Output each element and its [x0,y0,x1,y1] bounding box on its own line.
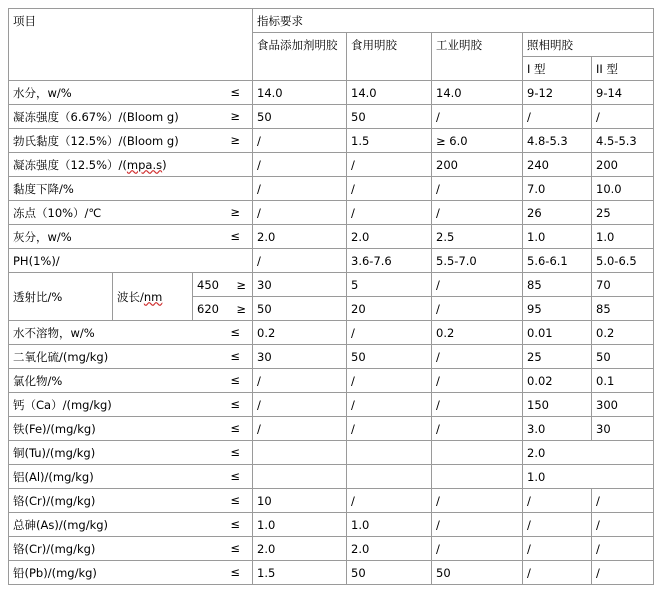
row-symbol: ≤ [230,348,240,363]
value-cell: 95 [523,297,592,321]
value-cell: / [523,561,592,585]
value-cell: 200 [432,153,523,177]
value-cell: 14.0 [253,81,347,105]
wavelength-value [193,273,253,297]
value-cell: 50 [347,105,432,129]
value-cell: / [432,489,523,513]
row-label-wrap [13,565,252,581]
table-row [9,105,654,129]
value-cell: 30 [253,345,347,369]
value-cell: / [347,153,432,177]
value-cell: 14.0 [347,81,432,105]
value-cell: 0.2 [253,321,347,345]
table-row [9,129,654,153]
value-cell: / [592,513,654,537]
value-cell: / [432,417,523,441]
value-cell: / [253,201,347,225]
value-cell [432,441,523,465]
row-label [9,225,253,249]
row-label-text: PH(1%)/ [13,253,60,268]
row-label [9,81,253,105]
row-label-wrap [13,517,252,533]
value-cell [347,441,432,465]
row-label-wrap [13,349,252,365]
value-cell: / [523,105,592,129]
row-symbol: ≤ [230,540,240,555]
row-label-text: 铜(Tu)/(mg/kg) [13,445,96,460]
value-cell: / [347,489,432,513]
value-cell: / [253,417,347,441]
header-group-cell: 指标要求 [253,9,654,33]
row-symbol: ≤ [230,228,240,243]
value-cell: 4.5-5.3 [592,129,654,153]
row-label-wrap [13,181,252,197]
row-label-text: 铅(Pb)/(mg/kg) [13,565,97,580]
row-label-wrap [13,229,252,245]
row-label-wrap [13,205,252,221]
value-cell: 9-14 [592,81,654,105]
table-row [9,417,654,441]
header-item-cell: 项目 [9,9,253,81]
value-cell: 2.5 [432,225,523,249]
value-cell: 1.0 [253,513,347,537]
value-cell: 9-12 [523,81,592,105]
wavelength-nm: 450 [197,277,219,292]
header-type-2: II 型 [592,57,654,81]
value-cell: 0.2 [432,321,523,345]
row-label [9,345,253,369]
value-cell: / [432,177,523,201]
value-cell: 30 [253,273,347,297]
table-row [9,321,654,345]
row-label [9,129,253,153]
row-symbol: ≤ [230,468,240,483]
value-cell: / [432,201,523,225]
value-cell [432,465,523,489]
row-symbol: ≤ [230,372,240,387]
row-label [9,153,253,177]
row-label-wrap [13,421,252,437]
value-cell: 50 [347,561,432,585]
wavelength-label [113,273,193,321]
row-label [9,249,253,273]
value-cell: 20 [347,297,432,321]
row-label-wrap [13,397,252,413]
row-symbol: ≥ [230,132,240,147]
value-cell: 0.02 [523,369,592,393]
row-label-wrap [13,541,252,557]
value-cell: / [253,177,347,201]
value-cell: 50 [347,345,432,369]
row-symbol: ≤ [230,396,240,411]
value-cell: 0.1 [592,369,654,393]
value-cell: 26 [523,201,592,225]
value-cell: / [432,513,523,537]
value-cell: 240 [523,153,592,177]
table-row [9,177,654,201]
row-label [9,513,253,537]
header-row-1 [9,9,654,33]
value-cell: / [592,537,654,561]
value-cell: 2.0 [347,537,432,561]
value-cell [253,465,347,489]
value-cell: / [432,393,523,417]
value-cell: / [523,489,592,513]
row-label-wrap [13,469,252,485]
table-row [9,513,654,537]
row-label [9,105,253,129]
row-label [9,561,253,585]
row-label-text [13,157,167,173]
value-cell: / [253,249,347,273]
value-cell: 2.0 [253,225,347,249]
row-label-text: 灰分，w/% [13,229,72,244]
wavelength-value [193,297,253,321]
value-cell: 50 [253,297,347,321]
value-cell: / [253,369,347,393]
wavelength-wrap [197,302,252,316]
row-label [9,393,253,417]
value-cell: 10 [253,489,347,513]
table-row [9,441,654,465]
value-cell [347,465,432,489]
value-cell: / [253,129,347,153]
value-cell: 85 [592,297,654,321]
value-cell: / [432,345,523,369]
value-cell: 3.6-7.6 [347,249,432,273]
row-symbol: ≥ [230,204,240,219]
value-cell: 4.8-5.3 [523,129,592,153]
value-cell: 3.0 [523,417,592,441]
row-label [9,489,253,513]
row-label-text: 黏度下降/% [13,181,74,196]
table-row [9,201,654,225]
value-cell: 0.2 [592,321,654,345]
value-cell: 5.5-7.0 [432,249,523,273]
table-row [9,537,654,561]
wavelength-wrap [197,278,252,292]
value-cell: / [347,369,432,393]
table-row [9,225,654,249]
value-cell: 25 [523,345,592,369]
value-cell: 200 [592,153,654,177]
row-symbol: ≤ [230,84,240,99]
row-label-text: 钙（Ca）/(mg/kg) [13,397,112,412]
row-label-unit: mpa.s [126,157,163,172]
header-food-additive: 食品添加剂明胶 [253,33,347,81]
value-cell: 2.0 [253,537,347,561]
row-label-wrap [13,325,252,341]
row-label-post: ) [162,157,167,172]
row-label-text: 铝(Al)/(mg/kg) [13,469,94,484]
value-cell: / [432,273,523,297]
row-label-text: 水分，w/% [13,85,72,100]
row-label-wrap [13,254,252,268]
value-cell: 5.0-6.5 [592,249,654,273]
value-cell: 1.0 [523,465,654,489]
row-label-text: 勃氏黏度（12.5%）/(Bloom g) [13,133,179,148]
table-row [9,369,654,393]
row-label-wrap [13,109,252,125]
value-cell: 150 [523,393,592,417]
row-label [9,177,253,201]
value-cell: / [432,369,523,393]
row-label-text: 水不溶物，w/% [13,325,95,340]
value-cell: 14.0 [432,81,523,105]
value-cell: / [592,105,654,129]
row-label-text: 总砷(As)/(mg/kg) [13,517,109,532]
row-symbol: ≤ [230,324,240,339]
value-cell: / [592,561,654,585]
value-cell: 7.0 [523,177,592,201]
table-row [9,489,654,513]
row-label-text: 铬(Cr)/(mg/kg) [13,541,96,556]
value-cell: 50 [432,561,523,585]
row-label [9,537,253,561]
table-row [9,345,654,369]
header-industrial: 工业明胶 [432,33,523,81]
value-cell: / [432,105,523,129]
value-cell: / [347,201,432,225]
row-label-text: 二氧化硫/(mg/kg) [13,349,109,364]
value-cell: 2.0 [523,441,654,465]
value-cell: / [347,393,432,417]
value-cell: / [523,513,592,537]
row-label-text: 凝冻强度（6.67%）/(Bloom g) [13,109,179,124]
table-row [9,273,654,297]
gelatin-spec-table [8,8,654,585]
row-label [9,465,253,489]
value-cell: 5 [347,273,432,297]
value-cell: 1.0 [592,225,654,249]
table-row [9,153,654,177]
value-cell: 1.0 [347,513,432,537]
table-row [9,561,654,585]
row-label-text: 铬(Cr)/(mg/kg) [13,493,96,508]
row-symbol: ≥ [236,301,246,316]
row-label-wrap [13,445,252,461]
value-cell: 25 [592,201,654,225]
value-cell: 1.0 [523,225,592,249]
row-label [9,417,253,441]
value-cell: 70 [592,273,654,297]
row-symbol: ≥ [236,277,246,292]
row-symbol: ≤ [230,516,240,531]
row-label-wrap [13,133,252,149]
row-label-text: 铁(Fe)/(mg/kg) [13,421,96,436]
value-cell: / [347,321,432,345]
wavelength-unit: nm [143,289,163,304]
value-cell: 0.01 [523,321,592,345]
transmittance-label: 透射比/% [9,273,113,321]
row-label [9,441,253,465]
value-cell: 30 [592,417,654,441]
row-label-wrap [13,85,252,101]
value-cell: / [347,177,432,201]
value-cell: 2.0 [347,225,432,249]
table-row [9,393,654,417]
value-cell: 50 [592,345,654,369]
row-label [9,321,253,345]
table-row [9,81,654,105]
value-cell: / [432,537,523,561]
value-cell: / [523,537,592,561]
header-type-1: I 型 [523,57,592,81]
value-cell: / [432,297,523,321]
table-row [9,465,654,489]
wavelength-nm: 620 [197,301,219,316]
value-cell: 50 [253,105,347,129]
value-cell: ≥ 6.0 [432,129,523,153]
row-symbol: ≤ [230,564,240,579]
row-label [9,201,253,225]
row-label-wrap [13,493,252,509]
value-cell: / [347,417,432,441]
row-label [9,369,253,393]
table-row [9,249,654,273]
row-symbol: ≤ [230,492,240,507]
row-symbol: ≤ [230,444,240,459]
row-label-pre: 凝冻强度（12.5%）/( [13,157,127,172]
value-cell: 1.5 [253,561,347,585]
value-cell: / [253,153,347,177]
row-label-text: 冻点（10%）/℃ [13,205,102,220]
row-label-wrap [13,373,252,389]
value-cell: 300 [592,393,654,417]
header-edible: 食用明胶 [347,33,432,81]
wavelength-pre: 波长/ [117,289,144,304]
value-cell: 85 [523,273,592,297]
value-cell [253,441,347,465]
value-cell: 5.6-6.1 [523,249,592,273]
row-symbol: ≤ [230,420,240,435]
header-photo: 照相明胶 [523,33,654,57]
row-symbol: ≥ [230,108,240,123]
value-cell: / [253,393,347,417]
value-cell: / [592,489,654,513]
row-label-wrap [13,157,252,173]
value-cell: 1.5 [347,129,432,153]
row-label-text: 氯化物/% [13,373,63,388]
value-cell: 10.0 [592,177,654,201]
